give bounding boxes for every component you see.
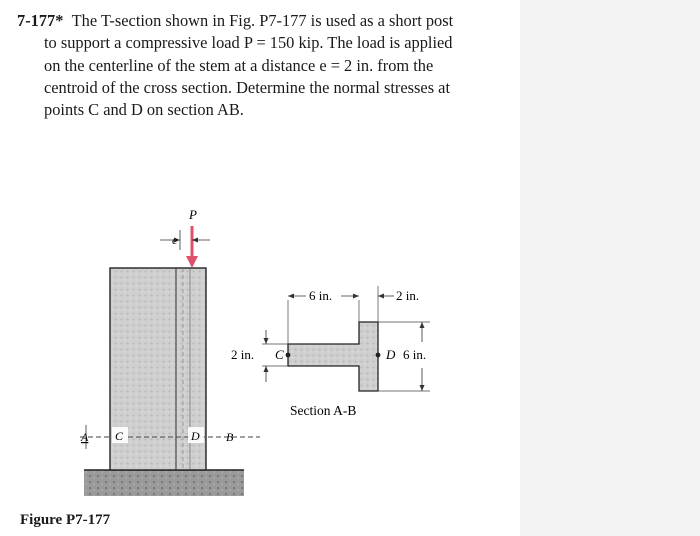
problem-line-5: points C and D on section AB. (44, 100, 244, 120)
ground-base (84, 470, 244, 496)
section-point-c-dot (286, 353, 291, 358)
load-label-p: P (189, 207, 197, 222)
problem-number: 7-177* (17, 11, 64, 30)
problem-line-1: 7-177* The T-section shown in Fig. P7-177 is used as a short post (17, 11, 454, 30)
dim-stem-depth-label: 6 in. (403, 347, 427, 362)
problem-line-3: on the centerline of the stem at a distance e = 2 in. from the (44, 55, 434, 75)
section-point-c-label: C (275, 347, 284, 362)
dim-stem-width-label: 2 in. (396, 288, 420, 303)
dim-flange-width-label: 6 in. (309, 288, 333, 303)
point-b-label: B (226, 430, 234, 444)
figure-caption: Figure P7-177 (20, 512, 111, 528)
load-arrow (186, 226, 198, 268)
eccentricity-dimension (160, 230, 210, 250)
eccentricity-label-e: e (172, 233, 178, 247)
section-title: Section A-B (290, 403, 357, 418)
dim-stem-width (378, 286, 394, 322)
point-c-label: C (115, 429, 124, 443)
section-point-d-dot (376, 353, 381, 358)
problem-line-4: centroid of the cross section. Determine the normal stresses at (44, 77, 450, 97)
point-d-label: D (191, 429, 200, 443)
section-point-d-label: D (386, 347, 396, 362)
problem-line-2: to support a compressive load P = 150 kip. The load is applied (44, 33, 453, 53)
dim-flange-thickness-label: 2 in. (231, 347, 255, 362)
cross-section-t (288, 322, 378, 391)
point-a-label: A (81, 430, 89, 444)
